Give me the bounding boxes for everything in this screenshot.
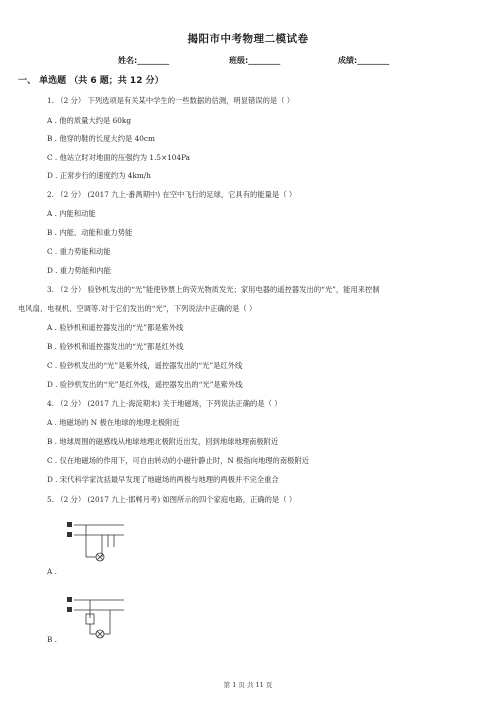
question-3-cont: 电风扇、电视机、空调等.对于它们发出的“光”，下列说法中正确的是（ ） [18,304,257,313]
class-field: 班级:________ [229,56,281,65]
option-5b-label: B . [47,635,58,644]
page-footer: 第 1 页 共 11 页 [223,681,273,689]
option-2b: B . 内能、动能和重力势能 [47,228,133,237]
score-field: 成绩:________ [338,56,390,65]
option-2c: C . 重力势能和动能 [47,247,111,256]
question-1: 1. （2 分） 下列选项是有关某中学生的一些数据的估测，明显错误的是（ ） [47,96,295,105]
option-3b: B . 验钞机和遥控器发出的“光”都是红外线 [47,342,184,351]
page-title: 揭阳市中考物理二模试卷 [187,33,309,45]
question-5: 5. （2 分） (2017 九上·邯郸月考) 如图所示的四个家庭电路，正确的是（ ） [47,495,297,504]
question-2: 2. （2 分） (2017 九上·番禺期中) 在空中飞行的足球，它具有的能量是（ ） [47,190,297,199]
option-4c: C . 仅在地磁场的作用下，可自由转动的小磁针静止时，N 极指向地理的南极附近 [47,456,310,465]
circuit-diagram-b [66,592,126,640]
option-5a-label: A . [47,567,57,576]
option-1c: C . 他站立时对地面的压强约为 1.5×104Pa [47,153,191,162]
option-3c: C . 验钞机发出的“光”是紫外线，遥控器发出的“光”是红外线 [47,361,243,370]
option-2a: A . 内能和动能 [47,209,96,218]
option-1d: D . 正常步行的速度约为 4km/h [47,171,151,180]
option-3d: D . 验钞机发出的“光”是红外线，遥控器发出的“光”是紫外线 [47,380,243,389]
question-4: 4. （2 分） (2017 九上·海淀期末) 关于地磁场，下列说法正确的是（ ） [47,399,282,408]
circuit-diagram-a [66,517,126,565]
option-1a: A . 他的质量大约是 60kg [47,116,132,125]
name-field: 姓名:________ [118,56,170,65]
option-4d: D . 宋代科学家沈括最早发现了地磁场的两极与地理的两极并不完全重合 [47,475,279,484]
section-heading: 一、 单选题 （共 6 题；共 12 分） [18,76,164,86]
question-3: 3. （2 分） 验钞机发出的“光”能使钞票上的荧光物质发光；家用电器的遥控器发出的“光”，能用来控制 [47,285,380,294]
option-4b: B . 地球周围的磁感线从地球地理北极附近出发，回到地球地理南极附近 [47,437,279,446]
option-2d: D . 重力势能和内能 [47,266,111,275]
option-1b: B . 他穿的鞋的长度大约是 40cm [47,134,155,143]
option-4a: A . 地磁场的 N 极在地球的地理北极附近 [47,418,180,427]
option-3a: A . 验钞机和遥控器发出的“光”都是紫外线 [47,323,184,332]
